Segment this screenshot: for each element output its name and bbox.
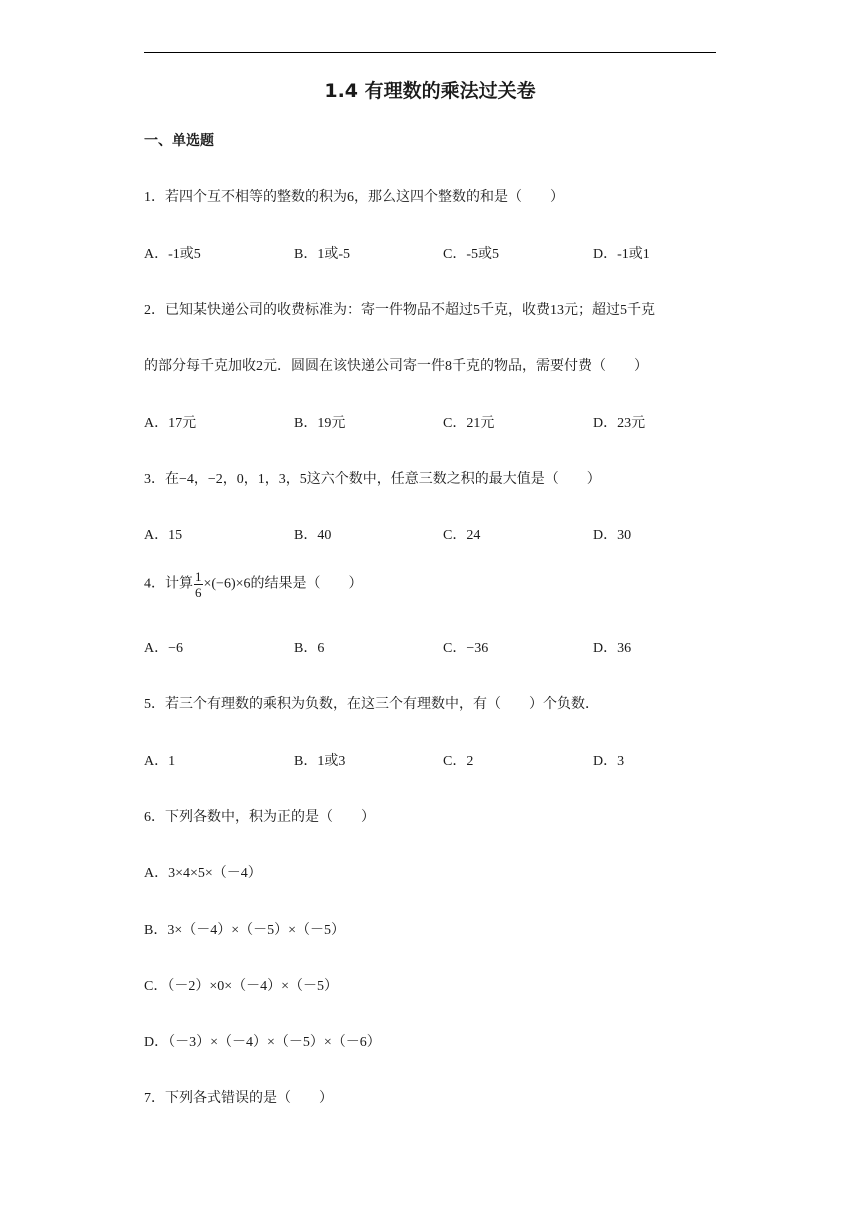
q5-option-a: A．1 <box>144 754 176 769</box>
q6-option-a: A．3×4×5×（－4） <box>144 866 262 881</box>
q4-option-d: D．36 <box>593 641 632 656</box>
q1-option-b: B．1或-5 <box>294 247 350 262</box>
q4-suffix: ×(−6)×6的结果是（ ） <box>203 576 363 592</box>
q5-option-c: C．2 <box>443 754 474 769</box>
q2-option-d: D．23元 <box>593 416 646 431</box>
q6-option-b: B．3×（－4）×（－5）×（－5） <box>144 923 346 938</box>
q3-option-b: B．40 <box>294 528 332 543</box>
question-2-stem-line1: 2．已知某快递公司的收费标准为：寄一件物品不超过5千克，收费13元；超过5千克 <box>144 303 655 318</box>
question-5-stem: 5．若三个有理数的乘积为负数，在这三个有理数中，有（ ）个负数． <box>144 697 599 712</box>
fraction-one-sixth <box>194 570 203 599</box>
question-1-stem: 1．若四个互不相等的整数的积为6，那么这四个整数的和是（ ） <box>144 190 564 205</box>
q3-option-c: C．24 <box>443 528 481 543</box>
q1-option-d: D．-1或1 <box>593 247 650 262</box>
question-3-stem: 3．在−4，−2，0，1，3，5这六个数中，任意三数之积的最大值是（ ） <box>144 472 601 487</box>
q4-option-b: B．6 <box>294 641 325 656</box>
q5-option-b: B．1或3 <box>294 754 346 769</box>
fraction-denominator: 6 <box>195 585 202 600</box>
q5-option-d: D．3 <box>593 754 625 769</box>
question-4-stem <box>144 570 363 599</box>
q2-option-c: C．21元 <box>443 416 495 431</box>
q1-option-a: A．-1或5 <box>144 247 201 262</box>
question-7-stem: 7．下列各式错误的是（ ） <box>144 1091 333 1106</box>
q4-option-a: A．−6 <box>144 641 184 656</box>
q2-option-a: A．17元 <box>144 416 197 431</box>
page-title: 1.4 有理数的乘法过关卷 <box>324 80 536 102</box>
question-6-stem: 6．下列各数中，积为正的是（ ） <box>144 810 375 825</box>
question-2-stem-line2: 的部分每千克加收2元．圆圆在该快递公司寄一件8千克的物品，需要付费（ ） <box>144 359 648 374</box>
q1-option-c: C．-5或5 <box>443 247 499 262</box>
q3-option-a: A．15 <box>144 528 183 543</box>
q6-option-c: C．（－2）×0×（－4）×（－5） <box>144 979 339 994</box>
q3-option-d: D．30 <box>593 528 632 543</box>
q6-option-d: D．（－3）×（－4）×（－5）×（－6） <box>144 1035 381 1050</box>
header-rule <box>144 52 716 53</box>
q4-prefix: 4．计算 <box>144 576 193 592</box>
fraction-numerator: 1 <box>195 569 202 584</box>
section-heading: 一、单选题 <box>144 133 214 149</box>
q2-option-b: B．19元 <box>294 416 346 431</box>
q4-option-c: C．−36 <box>443 641 489 656</box>
